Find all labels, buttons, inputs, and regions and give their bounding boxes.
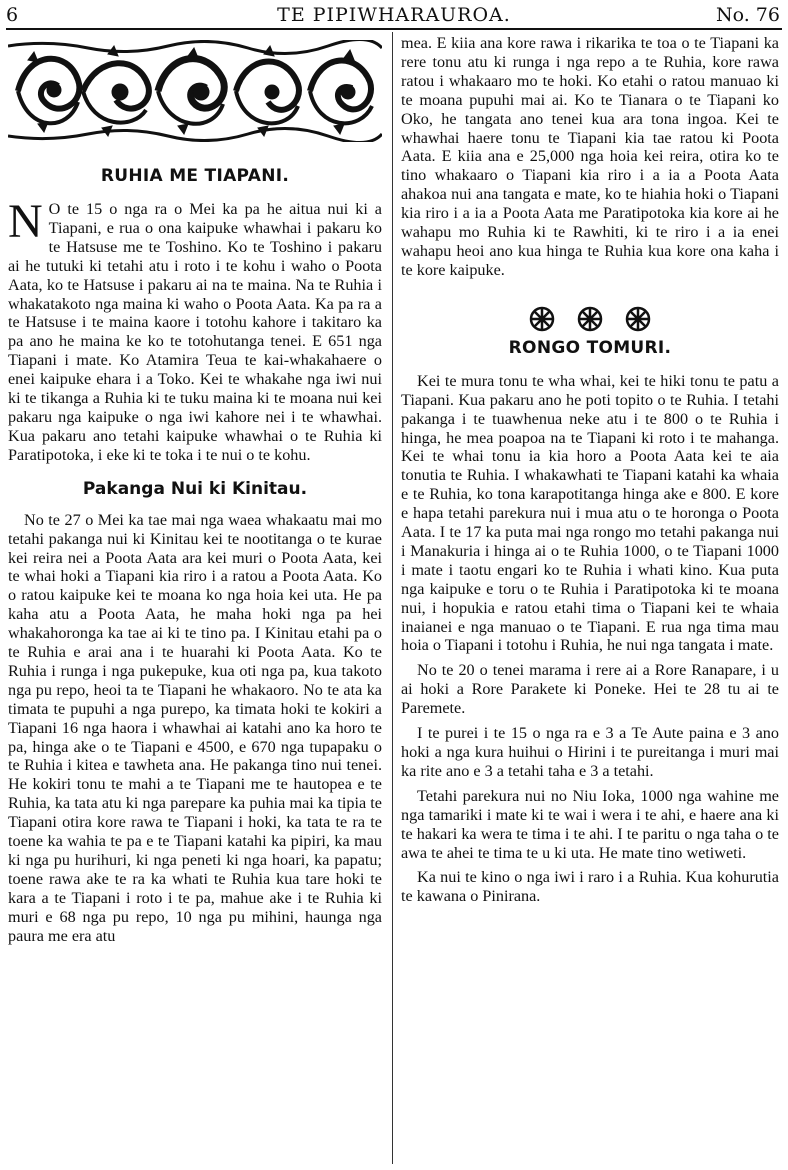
newspaper-title: TE PIPIWHARAUROA. [277,4,511,26]
article-paragraph: Ka nui te kino o nga iwi i raro i a Ruhia. Kua kohurutia te kawana o Pinirana. [401,868,779,906]
article-paragraph: I te purei i te 15 o nga ra e 3 a Te Aute paina e 3 ano hoki a nga kura huihui o Hirini i te pureitanga i muri mai ka rite ano e 3 a tetahi taha e 3 a tetahi. [401,724,779,780]
article-paragraph-continued: mea. E kiia ana kore rawa i rikarika te toa o te Tiapani ka rere tonu atu ki runga i nga repo a te Ruhia, kore rawa ratou i whakaaro mo te hoki. Ko etahi o ratou manuao ki te moana pupuhi mai ai. Ko te Tianara o te Tiapani ko Oko, he tangata ano tenei kua ara tona ingoa. Kei te whawhai haere tonu te Tiapani kia tae ratou ki Poota Aata. E kiia ana e 25,000 nga hoia kei reira, otira ko te tino whakaaro o Tiapani kia riro i a ia a Poota Aata ahakoa nui ana tangata e mate, ko te hiahia hoki o Tiapani kia riro i a ia a Poota Aata me Paratipotoka kia kore ai he wahapu mo Ruhia ki te Rawhiti, ki te riro i a ia enei wahapu heoi ano kua hinga te Ruhia kua kore ona kaha i te kore kaipuke. [401,34,779,279]
flower-ornament-icon [577,306,603,332]
flower-ornament-icon [625,306,651,332]
page-number: 6 [6,4,19,26]
article-title-pakanga-nui: Pakanga Nui ki Kinitau. [82,478,308,499]
column-divider [392,32,393,1164]
section-divider-ornaments [401,306,779,332]
article-paragraph: Kei te mura tonu te wha whai, kei te hiki tonu te patu a Tiapani. Kua pakaru ano he poti topito o te Ruhia. I tetahi pakanga i te tuawhenua neke atu i te 800 o te Ruhia i hinga, he mea poapoa na te Tiapani ki roto i te mahanga. Kei te whai tonu ia kia horo a Poota Aata kei te aia tonutia te Ruhia. I whakawhati te Tiapani katahi ka whaia e te Ruhia, ko tona karapotitanga hinga ake e 800. E kore e hapa tetahi parekura nui i mua atu o te horonga o Poota Aata. I te 17 ka puta mai nga rongo mo tetahi pakanga nui i Manakuria i hinga ai o te Ruhia 1000, o te Tiapani 1000 i mate i taotu engari ko te Ruhia i whati kino. Kua puta nga kaipuke e toru o te Ruhia i Paratipotoka ki te moana nui, i hopukia e ratou etahi tima o Tiapani kei te whaia inaianei e nga manuao o te Tiapani. E rua nga tima mau hoia o Tiapani i totohu i Ruhia, he nui nga tangata i mate. [401,371,779,655]
article-paragraph: N O te 15 o nga ra o Mei ka pa he aitua nui ki a Tiapani, e rua o ona kaipuke whawhai i pakaru ko te Hatsuse me te Toshino. Ko te Toshino i pakaru ai he tutuki ki tetahi atu i roto i te kohu i waho o Poota Aata, ko te Hatsuse i pakaru ai na te maina. Na te Ruhia i whakatakoto nga maina ki waho o Poota Aata. Ka pa ra a te Hatsuse i te maina kaore i totohu kahore i takitaro ka pa ano he maina ke ko te totohutanga tenei. E 651 nga Tiapani i mate. Ko Atamira Teua te kai-whakahaere o enei kaipuke ehara i a Toko. Kei te whakahe nga iwi nui ki te tikanga a Ruhia ki te tuku maina ki te moana nui kei pakaru nga kaipuke o nga iwi kahore nei i te whawhai. Kua pakaru ano tetahi kaipuke whawhai o te Ruhia ki Paratipotoka, i eke ki te toka i te nui o te kohu. [8,195,382,464]
ornamental-scroll-banner [8,40,382,142]
right-column [401,34,779,912]
page-header [6,2,782,30]
flower-ornament-icon [529,306,555,332]
article-paragraph: No te 20 o tenei marama i rere ai a Rore Ranapare, i u ai hoki a Rore Parakete ki Poneke. Hei te 28 tu ai te Paremete. [401,661,779,718]
issue-number: No. 76 [716,4,780,26]
article-paragraph: Tetahi parekura nui no Niu Ioka, 1000 nga wahine me nga tamariki i mate ki te wai i wera i te ahi, e haere ana ki te hakari ka wera te tima i te ahi. I te paritu o nga taha o te awa te ahei te tima te u ki uta. He mate tino wetiweti. [401,786,779,862]
article-paragraph: No te 27 o Mei ka tae mai nga waea whakaatu mai mo tetahi pakanga nui ki Kinitau kei te nootitanga o te kurae kei reira nei a Poota Aata ara kei muri o Poota Aata, kei te whai hoki a Tiapani kia riro i a ratou a Poota Aata. Ko o ratou kaipuke kei te moana ko nga hoia kei uta. He pa kaha atu a Poota Aata, he maha hoki nga pa hei whakahoronga ka tae ai ki te tino pa. I Kinitau etahi pa o te Ruhia e arai ana i te huarahi ki Poota Aata. Ko te Ruhia i runga i nga pukepuke, kua oti nga pa, kua takoto nga pu repo, heoi ta te Tiapani he whakaoro. No te ata ka timata te pupuhi a nga purepo, ka timata hoki te kokiri a Tiapani 16 nga haora i whawhai ai katahi ano ka horo te pa, hinga ake o te Tiapani e 4500, e 670 nga tupapaku o te Ruhia i kitea e tawheta ana. He pakanga tino nui tenei. He kokiri tonu te mahi a te Tiapani me te hautopea e te Ruhia, ka tata atu ki nga parepare ka puhia mai ka tipia te Tiapani otira kore rawa te Tiapani i hoki, ka tata te ra te toene ka wahia te pa e te Tiapani katahi ka pipiri, ka mau ki nga pu hurihuri, ki nga peneti ki nga hoari, ka papatu; toene rawa ake te ra ka whati te Ruhia kua tare hoki te kara a te Tiapani i roto i te pa, mahue ake i te Ruhia ki muri e 68 nga pu repo, 10 nga pu mihini, haunga nga paura me era atu [8,510,382,945]
article-title-ruhia-me-tiapani: RUHIA ME TIAPANI. [100,166,290,186]
article-title-rongo-tomuri: RONGO TOMURI. [508,337,672,358]
left-column [8,40,382,952]
drop-cap-letter: N [8,195,43,248]
